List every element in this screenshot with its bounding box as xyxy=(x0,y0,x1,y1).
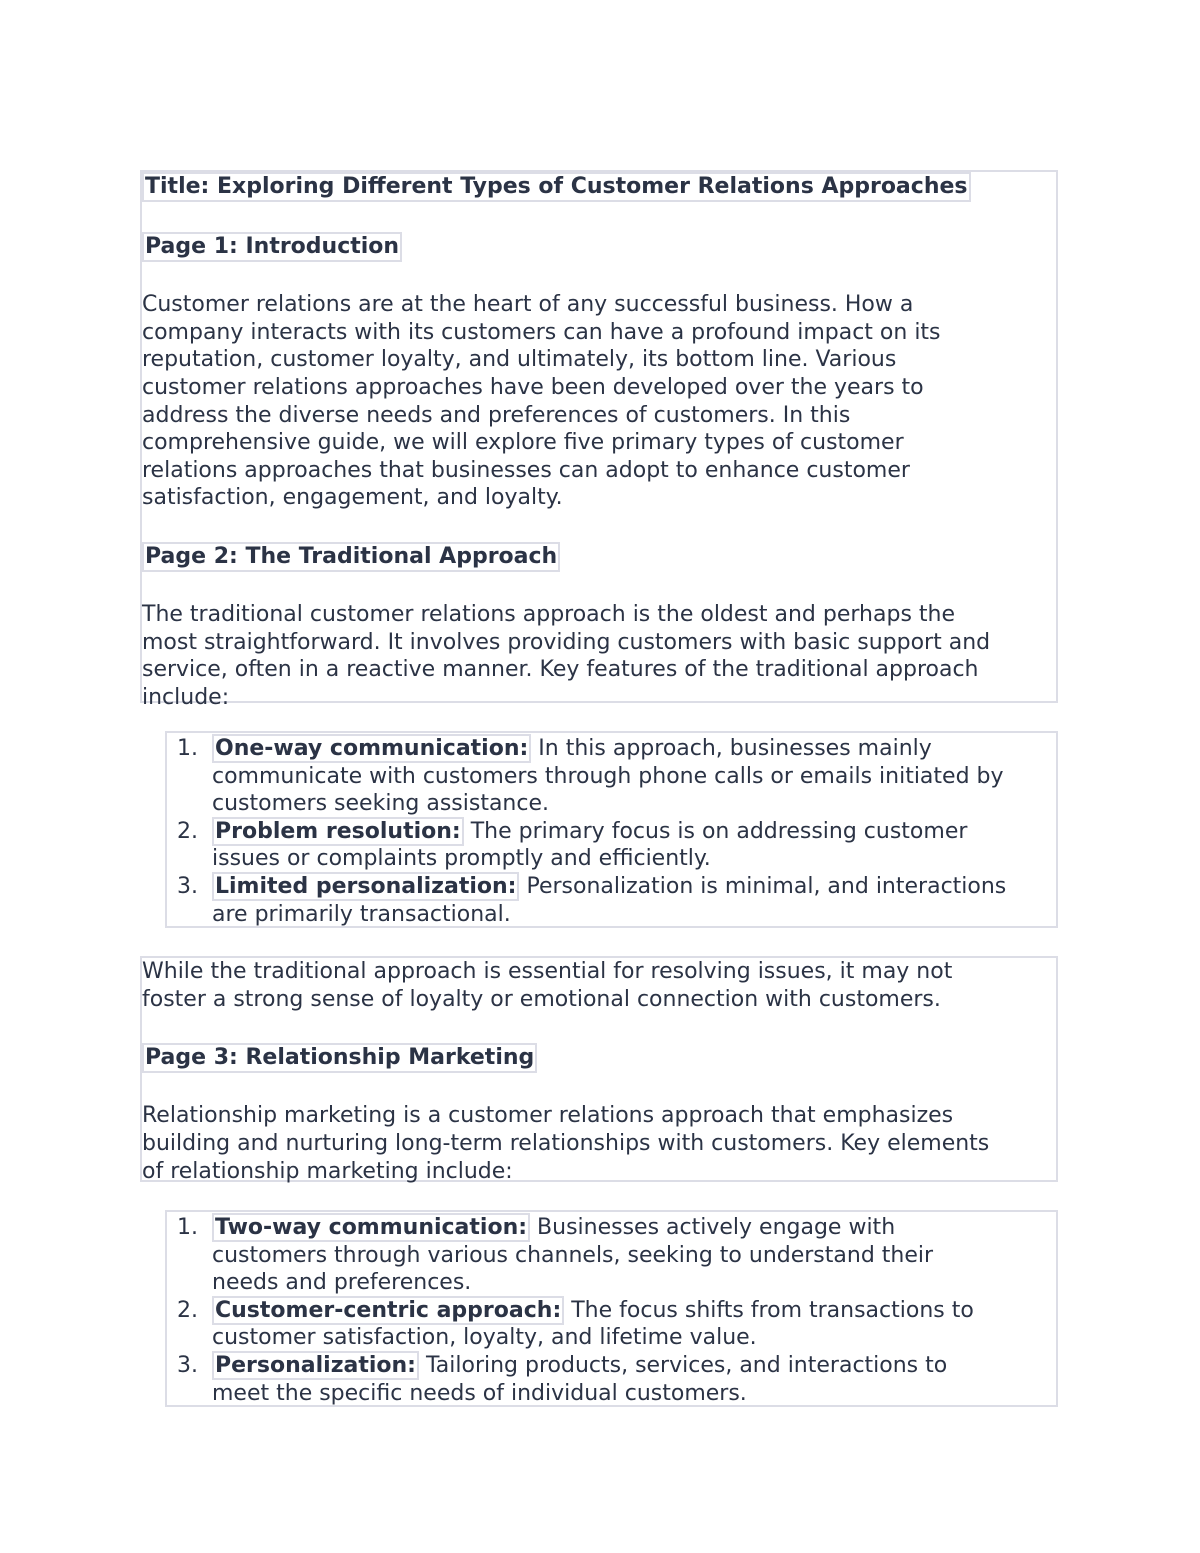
list-text: are primarily transactional. xyxy=(212,901,511,927)
relationship-marketing-section xyxy=(140,956,1058,1182)
list-text: communicate with customers through phone calls or emails initiated by xyxy=(212,763,1004,789)
list-item xyxy=(167,1352,1056,1407)
list-item xyxy=(167,1214,1056,1297)
list-number: 2. xyxy=(177,1297,198,1323)
paragraph-line: Customer relations are at the heart of any successful business. How a xyxy=(142,292,914,318)
intro-section xyxy=(140,170,1058,710)
paragraph-line: customer relations approaches have been developed over the years to xyxy=(142,374,924,400)
traditional-features-list xyxy=(165,731,1058,928)
paragraph-line: satisfaction, engagement, and loyalty. xyxy=(142,485,563,511)
list-term: Limited personalization: xyxy=(212,872,519,901)
page1-heading: Page 1: Introduction xyxy=(142,232,402,262)
page3-heading: Page 3: Relationship Marketing xyxy=(142,1043,537,1073)
list-item xyxy=(167,873,1056,928)
list-number: 3. xyxy=(177,1352,198,1378)
list-item xyxy=(167,818,1056,873)
list-term: Customer-centric approach: xyxy=(212,1296,564,1325)
paragraph-line: reputation, customer loyalty, and ultimately, its bottom line. Various xyxy=(142,347,897,373)
paragraph-line: service, often in a reactive manner. Key features of the traditional approach xyxy=(142,657,979,683)
paragraph-line: address the diverse needs and preferences of customers. In this xyxy=(142,402,851,428)
paragraph-line: company interacts with its customers can have a profound impact on its xyxy=(142,319,941,345)
list-term: Personalization: xyxy=(212,1351,419,1380)
list-term: Two-way communication: xyxy=(212,1213,530,1242)
list-text: issues or complaints promptly and efficiently. xyxy=(212,846,711,872)
list-term: Problem resolution: xyxy=(212,817,464,846)
list-text: customers seeking assistance. xyxy=(212,791,549,817)
paragraph-line: comprehensive guide, we will explore five primary types of customer xyxy=(142,430,904,456)
paragraph-line: While the traditional approach is essential for resolving issues, it may not xyxy=(142,959,953,984)
list-text: The primary focus is on addressing customer xyxy=(463,818,968,844)
list-text: Businesses actively engage with xyxy=(530,1215,896,1240)
page2-heading: Page 2: The Traditional Approach xyxy=(142,542,560,572)
list-text: customers through various channels, seeking to understand their xyxy=(212,1242,934,1268)
list-text: meet the specific needs of individual customers. xyxy=(212,1380,747,1406)
page2-paragraph xyxy=(142,601,1056,711)
paragraph-line: Relationship marketing is a customer relations approach that emphasizes xyxy=(142,1103,954,1129)
list-number: 3. xyxy=(177,873,198,899)
list-number: 2. xyxy=(177,818,198,844)
list-number: 1. xyxy=(177,1215,198,1240)
paragraph-line: building and nurturing long-term relationships with customers. Key elements xyxy=(142,1130,990,1156)
paragraph-line: include: xyxy=(142,684,230,710)
paragraph-line: The traditional customer relations approach is the oldest and perhaps the xyxy=(142,602,956,628)
list-text: The focus shifts from transactions to xyxy=(564,1297,974,1323)
list-number: 1. xyxy=(177,736,198,761)
paragraph-line: relations approaches that businesses can adopt to enhance customer xyxy=(142,457,910,483)
list-text: Tailoring products, services, and interactions to xyxy=(418,1352,948,1378)
list-text: customer satisfaction, loyalty, and lifetime value. xyxy=(212,1325,757,1351)
paragraph-line: of relationship marketing include: xyxy=(142,1158,513,1184)
relationship-elements-list xyxy=(165,1210,1058,1407)
list-term: One-way communication: xyxy=(212,734,531,763)
page3-paragraph xyxy=(142,1102,1056,1185)
paragraph-line: foster a strong sense of loyalty or emotional connection with customers. xyxy=(142,986,941,1012)
list-text: Personalization is minimal, and interactions xyxy=(519,873,1007,899)
list-text: needs and preferences. xyxy=(212,1270,472,1296)
page1-paragraph xyxy=(142,291,1056,512)
list-text: In this approach, businesses mainly xyxy=(531,736,932,761)
page2-closing-paragraph xyxy=(142,958,1056,1013)
document-title: Title: Exploring Different Types of Customer Relations Approaches xyxy=(142,172,971,202)
list-item xyxy=(167,1297,1056,1352)
list-item xyxy=(167,735,1056,818)
paragraph-line: most straightforward. It involves providing customers with basic support and xyxy=(142,629,991,655)
